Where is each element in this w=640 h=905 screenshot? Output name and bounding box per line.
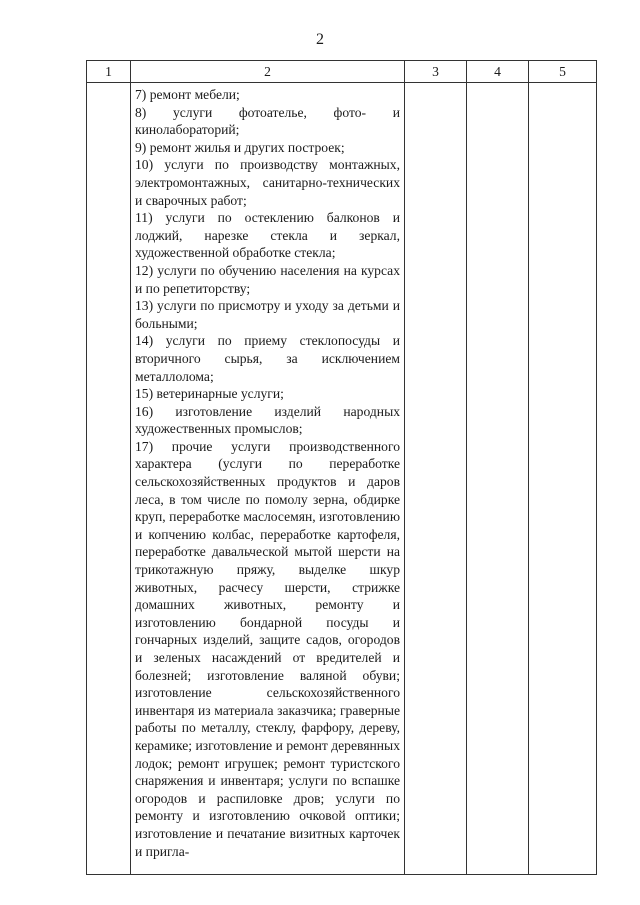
list-item: 7) ремонт мебели; [135, 87, 240, 102]
column-header-4: 4 [467, 61, 529, 83]
list-item: 14) услуги по приему стеклопосуды и вторичного сырья, за исключением металлолома; [135, 333, 400, 384]
table-header-row [87, 61, 597, 83]
table-row [87, 83, 597, 875]
services-table [86, 60, 597, 875]
cell-col-4 [467, 83, 529, 875]
list-item: 9) ремонт жилья и других построек; [135, 139, 345, 155]
list-item: 17) прочие услуги производственного характера (услуги по переработке сельскохозяйственных продуктов и даров леса, в том числе по помолу зерна, обдирке круп, переработке маслосемян, изготовлению и копчению колбас, переработке картофеля, переработке давальческой мытой шерсти на трикотажную пряжу, выделке шкур животных, расчесу шерсти, стрижке домашних животных, ремонту и изготовлению бондарной посуды и гончарных изделий, защите садов, огородов и зеленых насаждений от вредителей и болезней; изготовление валяной обуви; изготовление сельскохозяйственного инвентаря из материала заказчика; граверные работы по металлу, стеклу, фарфору, дереву, керамике; изготовление и ремонт деревянных лодок; ремонт игрушек; ремонт туристского снаряжения и инвентаря; услуги по вспашке огородов и распиловке дров; услуги по ремонту и изготовлению очковой оптики; изготовление и печатание визитных карточек и пригла- [135, 438, 400, 859]
page-number: 2 [316, 31, 324, 48]
list-item: 13) услуги по присмотру и уходу за детьми и больными; [135, 298, 400, 331]
list-item: 15) ветеринарные услуги; [135, 386, 284, 402]
column-header-2: 2 [131, 61, 405, 83]
column-header-1: 1 [87, 61, 131, 83]
cell-col-2 [131, 83, 405, 875]
column-header-3: 3 [405, 61, 467, 83]
cell-col-3 [405, 83, 467, 875]
list-item: 12) услуги по обучению населения на курсах и по репетиторству; [135, 262, 400, 296]
list-item: 10) услуги по производству монтажных, электромонтажных, санитарно-технических и сварочных работ; [135, 157, 400, 208]
list-item: 11) услуги по остеклению балконов и лоджий, нарезке стекла и зеркал, художественной обработке стекла; [135, 210, 400, 261]
list-item: 8) услуги фотоателье, фото- и кинолабораторий; [135, 104, 400, 138]
list-item: 16) изготовление изделий народных художественных промыслов; [135, 403, 400, 437]
column-header-5: 5 [529, 61, 597, 83]
cell-col-1 [87, 83, 131, 875]
cell-col-5 [529, 83, 597, 875]
